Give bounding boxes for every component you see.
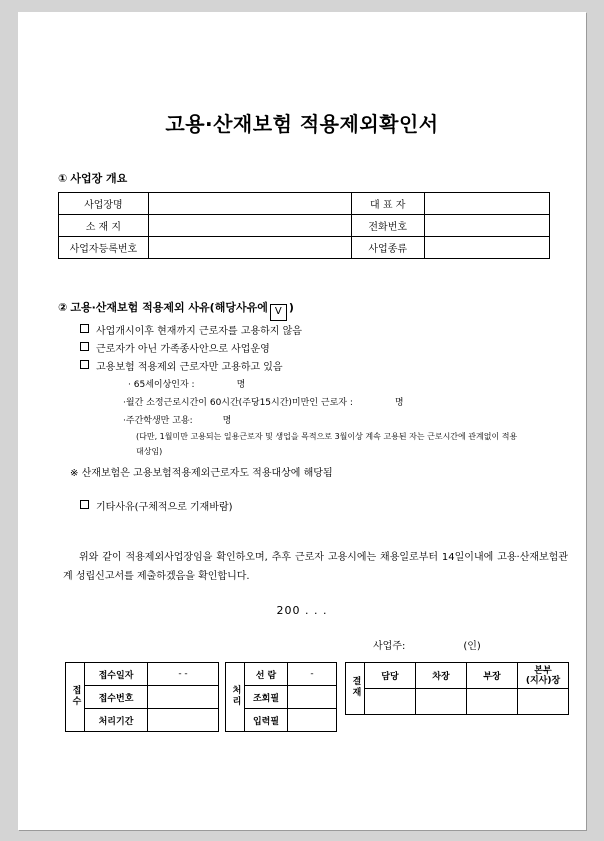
approval-sign-manager[interactable] — [467, 689, 518, 715]
checkbox-option-no-employees[interactable] — [80, 322, 302, 337]
exemption-note-line1: (다만, 1월미만 고용되는 일용근로자 및 생업을 목적으로 3월이상 계속 고용된 자는 근로시간에 관계없이 적용 — [136, 432, 518, 441]
label-business-type: 사업종류 — [351, 237, 424, 259]
checkbox-icon[interactable] — [80, 500, 89, 509]
label-prior-review: 선 람 — [245, 663, 288, 686]
checkbox-icon[interactable] — [80, 360, 89, 369]
table-row — [226, 663, 337, 686]
label-business-name: 사업장명 — [59, 193, 149, 215]
section2-heading-suffix: ) — [288, 301, 294, 314]
field-receipt-number[interactable] — [148, 686, 219, 709]
table-row — [59, 215, 550, 237]
subitem-daytime-students — [123, 413, 231, 426]
label-lookup-done: 조회필 — [245, 686, 288, 709]
field-business-reg-number[interactable] — [148, 237, 351, 259]
subitem-label: 월간 소정근로시간이 60시간(주당15시간)미만인 근로자 : — [125, 398, 353, 408]
field-lookup-done[interactable] — [288, 686, 337, 709]
checkmark-box: V — [270, 304, 287, 321]
checkbox-icon[interactable] — [80, 342, 89, 351]
approval-sign-branch-head[interactable] — [518, 689, 569, 715]
subitem-bullet: · — [123, 416, 126, 426]
approval-header-branch-head: 본부 (지사)장 — [518, 663, 569, 689]
field-entry-done[interactable] — [288, 709, 337, 732]
subitem-under-60-hours — [123, 395, 404, 408]
table-row — [346, 663, 569, 689]
receipt-table — [65, 662, 219, 732]
subitem-label: 주간학생만 고용: — [125, 416, 193, 426]
industrial-accident-note — [70, 464, 333, 479]
subitem-unit: 명 — [236, 380, 246, 390]
page-title: 고용·산재보험 적용제외확인서 — [165, 112, 439, 136]
checkbox-label: 기타사유(구체적으로 기재바람) — [96, 502, 233, 513]
signature-label: 사업주: — [373, 641, 406, 652]
checkbox-option-other-reason[interactable] — [80, 498, 233, 513]
subitem-label: 65세이상인자 : — [133, 380, 195, 390]
exemption-note-line2: 대상임) — [136, 447, 163, 456]
approval-side-label: 결재 — [346, 663, 365, 715]
label-business-reg-number: 사업자등록번호 — [59, 237, 149, 259]
declaration-paragraph: 위와 같이 적용제외사업장임을 확인하오며, 추후 근로자 고용시에는 채용일로부터 14일이내에 고용·산재보험관계 성립신고서를 제출하겠음을 확인합니다. — [63, 552, 568, 582]
label-phone: 전화번호 — [351, 215, 424, 237]
industrial-accident-note-text: 산재보험은 고용보험적용제외근로자도 적용대상에 해당됨 — [81, 468, 333, 479]
signature-line — [373, 637, 481, 652]
section1-number: ① — [58, 172, 68, 185]
field-address[interactable] — [148, 215, 351, 237]
subitem-age-65-plus — [128, 377, 245, 390]
approval-sign-deputy-manager[interactable] — [416, 689, 467, 715]
approval-header-staff: 담당 — [365, 663, 416, 689]
label-receipt-date: 접수일자 — [85, 663, 148, 686]
checkbox-option-exempt-workers-only[interactable] — [80, 358, 283, 373]
label-representative: 대 표 자 — [351, 193, 424, 215]
subitem-unit: 명 — [394, 398, 404, 408]
section2-heading — [58, 299, 294, 321]
process-table — [225, 662, 337, 732]
table-row — [66, 663, 219, 686]
section1-heading-text: 사업장 개요 — [70, 172, 128, 185]
table-row — [346, 689, 569, 715]
table-row — [66, 709, 219, 732]
checkbox-icon[interactable] — [80, 324, 89, 333]
field-representative[interactable] — [424, 193, 549, 215]
field-processing-period[interactable] — [148, 709, 219, 732]
field-receipt-date[interactable]: - - — [148, 663, 219, 686]
approval-header-deputy-manager: 차장 — [416, 663, 467, 689]
field-phone[interactable] — [424, 215, 549, 237]
table-row — [59, 193, 550, 215]
seal-mark: (인) — [463, 641, 481, 652]
date-line[interactable]: 200 . . . — [276, 604, 328, 617]
field-business-name[interactable] — [148, 193, 351, 215]
document-page — [18, 12, 586, 830]
receipt-side-label: 접수 — [66, 663, 85, 732]
label-entry-done: 입력필 — [245, 709, 288, 732]
table-row — [66, 686, 219, 709]
label-processing-period: 처리기간 — [85, 709, 148, 732]
subitem-bullet: · — [123, 398, 126, 408]
approval-sign-staff[interactable] — [365, 689, 416, 715]
checkbox-option-family-only[interactable] — [80, 340, 270, 355]
business-overview-table — [58, 192, 550, 259]
field-prior-review[interactable]: - — [288, 663, 337, 686]
section1-heading — [58, 170, 127, 186]
label-receipt-number: 접수번호 — [85, 686, 148, 709]
checkbox-label: 고용보험 적용제외 근로자만 고용하고 있음 — [96, 362, 283, 373]
approval-header-manager: 부장 — [467, 663, 518, 689]
section2-number: ② — [58, 301, 68, 314]
checkbox-label: 근로자가 아닌 가족종사안으로 사업운영 — [96, 344, 270, 355]
table-row — [59, 237, 550, 259]
label-address: 소 재 지 — [59, 215, 149, 237]
subitem-bullet: · — [128, 380, 131, 390]
section2-heading-text: 고용·산재보험 적용제외 사유(해당사유에 — [70, 301, 268, 314]
subitem-unit: 명 — [222, 416, 232, 426]
process-side-label: 처리 — [226, 663, 245, 732]
checkbox-label: 사업개시이후 현재까지 근로자를 고용하지 않음 — [96, 326, 302, 337]
reference-mark-icon: ※ — [70, 468, 79, 479]
field-business-type[interactable] — [424, 237, 549, 259]
approval-table — [345, 662, 569, 715]
